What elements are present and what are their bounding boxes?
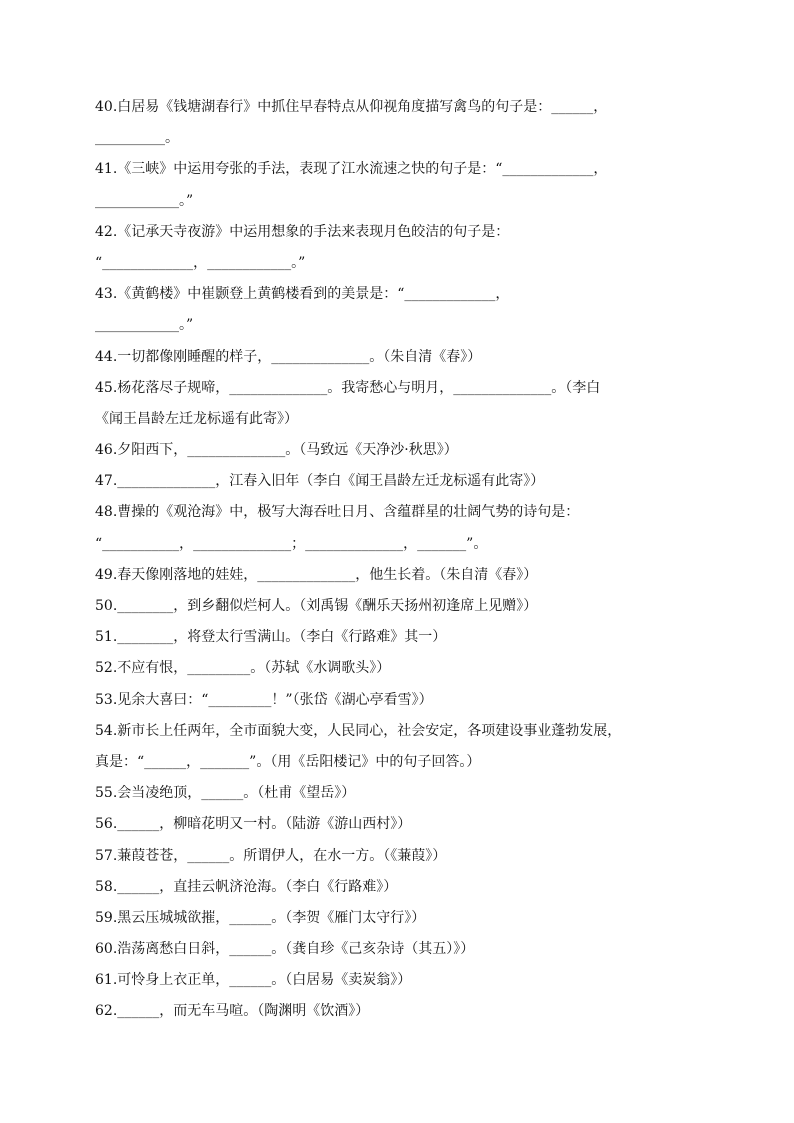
- question-line: 40.白居易《钱塘湖春行》中抓住早春特点从仰视角度描写禽鸟的句子是：______，: [95, 99, 608, 115]
- question-line: ____________。”: [95, 317, 194, 334]
- question-line: 《闻王昌龄左迁龙标遥有此寄》）: [95, 410, 298, 427]
- question-line: 42.《记承天寺夜游》中运用想象的手法来表现月色皎洁的句子是：: [95, 223, 510, 240]
- question-line: 51.________，将登太行雪满山。（李白《行路难》其一）: [95, 629, 447, 646]
- question-line: 62.______，而无车马喧。（陶渊明《饮酒》）: [95, 1003, 370, 1020]
- question-line: 45.杨花落尽子规啼，______________。我寄愁心与明月，______________。（李白: [95, 379, 601, 396]
- question-line: 41.《三峡》中运用夸张的手法，表现了江水流速之快的句子是：“_____________，: [95, 161, 608, 178]
- question-line: __________。: [95, 130, 179, 147]
- question-line: 44.一切都像刚睡醒的样子，______________。（朱自清《春》）: [95, 348, 482, 365]
- question-line: 49.春天像刚落地的娃娃，______________，他生长着。（朱自清《春》）: [95, 566, 538, 583]
- question-line: “_____________，____________。”: [95, 254, 306, 271]
- question-line: 52.不应有恨，_________。（苏轼《水调歌头》）: [95, 660, 391, 677]
- question-line: 58.______，直挂云帆济沧海。（李白《行路难》）: [95, 878, 398, 895]
- question-line: 61.可怜身上衣正单，______。（白居易《卖炭翁》）: [95, 972, 412, 989]
- question-list: [95, 92, 695, 1028]
- question-line: 56.______，柳暗花明又一村。（陆游《游山西村》）: [95, 816, 412, 833]
- question-line: “___________，______________；______________，_______”。: [95, 535, 488, 552]
- question-line: 真是：“______，_______”。（用《岳阳楼记》中的句子回答。）: [95, 753, 481, 770]
- question-line: 46.夕阳西下，______________。（马致远《天净沙·秋思》）: [95, 442, 458, 459]
- question-line: 43.《黄鹤楼》中崔颢登上黄鹤楼看到的美景是：“_____________，: [95, 286, 510, 303]
- question-line: 60.浩荡离愁白日斜，______。（龚自珍《己亥杂诗（其五）》）: [95, 941, 475, 958]
- question-line: 59.黑云压城城欲摧，______。（李贺《雁门太守行》）: [95, 909, 426, 926]
- question-line: 55.会当凌绝顶，______。（杜甫《望岳》）: [95, 785, 356, 802]
- question-line: ____________。”: [95, 192, 194, 209]
- question-line: 57.蒹葭苍苍，______。所谓伊人，在水一方。（《蒹葭》）: [95, 847, 447, 864]
- question-line: 47.______________，江春入旧年（李白《闻王昌龄左迁龙标遥有此寄》）: [95, 473, 545, 490]
- question-line: 48.曹操的《观沧海》中，极写大海吞吐日月、含蕴群星的壮阔气势的诗句是：: [95, 504, 580, 521]
- question-line: 53.见余大喜曰：“_________！”（张岱《湖心亭看雪》）: [95, 691, 433, 708]
- question-line: 50.________，到乡翻似烂柯人。（刘禹锡《酬乐天扬州初逢席上见赠》）: [95, 598, 538, 614]
- question-line: 54.新市长上任两年，全市面貌大变，人民同心，社会安定，各项建设事业蓬勃发展，: [95, 722, 622, 739]
